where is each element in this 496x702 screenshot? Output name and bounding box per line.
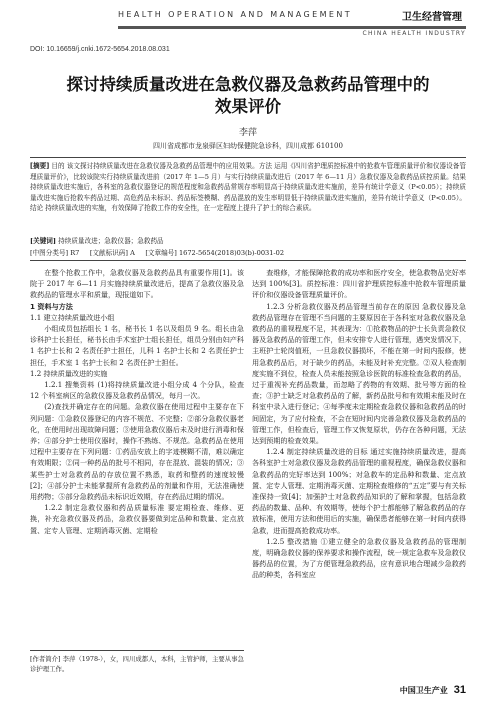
abstract-label: [摘要] [30, 162, 50, 170]
page-footer [400, 684, 466, 696]
body-paragraph: 1.2.4 制定持续质量改进的目标 通过实施持续质量改进，提高各科室护士对急救仪器及急救药品管理的重视程度，确保急救仪器和急救药品的完好率达到 100%；对急救车的定品种和数量、定点放置、定专人管理、定期消毒灭菌、定期检查维修的“五定”要与有关标准保持一致[4]；加强护士对急救药品知识的了解和掌握，包括急救药品的数量、品种、有效期等，使每个护士都能够了解急救药品的存放标准，使用方法和使用后的实施，确保患者能够在第一时间内获得急救，进而提高抢救成功率。 [252, 447, 466, 535]
clc-number: [中图分类号] R7 [30, 249, 80, 257]
body-paragraph: (2)查找并确定存在的问题。急救仪器在使用过程中主要存在下列问题：①急救仪器登记的内容不规范、不完整；②部分急救仪器老化，在使用时出现故障问题；③使用急救仪器后未及时进行消毒和保养；④部分护士使用仪器时，操作不熟练、不规范。急救药品在使用过程中主要存在下列问题：①药品安放上的字迹模糊不清，难以确定有效期限；②同一种药品的批号不相同，存在混放、混装的情况；③某些护士对急救药品的存放位置不熟悉，取药和整药的速度较慢[2]；④部分护士未能掌握所有急救药品的剂量和作用，无法准确使用药物；⑤部分急救药品未标识近效期，存在药品过期的情况。 [30, 402, 244, 502]
body-paragraph: 在整个抢救工作中，急救仪器及急救药品具有重要作用[1]。该院于 2017 年 6—11 月实施持续质量改进后，提高了急救仪器及急救药品的管理水平和质量，现报道如下。 [30, 268, 244, 300]
page-number: 31 [453, 684, 466, 696]
body-paragraph: 查维修，才能保障抢救的成功率和医疗安全，使急救物品完好率达到 100%[3]。质控标准：四川省护理质控标准中抢救车管理质量评价和仪器设备管理质量评价。 [252, 268, 466, 300]
title-line-1: 探讨持续质量改进在急救仪器及急救药品管理中的 [66, 75, 430, 94]
body-paragraph: 1.2.1 搜集资料 (1)将持续质量改进小组分成 4 个分队，检查 12 个科室病区的急救仪器及急救药品情况，每月一次。 [30, 380, 244, 401]
footnote-rule [30, 650, 244, 651]
body-column-left [30, 267, 244, 536]
body-paragraph: 1.2.5 整改措施 ①建立健全的急救仪器及急救药品的管理制度，明确急救仪器的保养要求和操作流程，统一规定急救车及急救仪器药品的位置，为了方便管理急救药品，应有意识地合理减少急救药品的种类，各科室应 [252, 536, 466, 580]
doi-line: DOI: 10.16659/j.cnki.1672-5654.2018.08.031 [30, 46, 170, 53]
article-number: [文章编号] 1672-5654(2018)03(b)-0031-02 [145, 249, 285, 257]
keywords-text: 持续质量改进；急救仪器；急救药品 [58, 237, 164, 245]
journal-name-en: HEALTH OPERATION AND MANAGEMENT [118, 10, 353, 19]
body-column-right [252, 267, 466, 581]
title-line-2: 效果评价 [215, 97, 281, 116]
author-affiliation: 四川省成都市龙泉驿区妇幼保健院急诊科，四川成都 610100 [153, 142, 343, 150]
journal-subtitle: CHINA HEALTH INDUSTRY [362, 30, 466, 37]
keywords [30, 236, 466, 246]
header-rule [118, 26, 466, 29]
footer-journal: 中国卫生产业 [399, 685, 448, 695]
subsection-heading: 1.2 持续质量改进的实施 [30, 368, 108, 378]
abstract-top-rule [30, 157, 466, 158]
journal-name-cn: 卫生经营管理 [402, 12, 462, 23]
abstract-bottom-rule [30, 260, 466, 261]
author-footnote: [作者简介] 李萍（1978-），女，四川成都人，本科，主管护师，主要从事急诊护理工作。 [30, 655, 244, 673]
section-heading: 1 资料与方法 [30, 301, 73, 311]
author-name: 李萍 [238, 128, 257, 138]
body-paragraph: 小组成员包括组长 1 名，秘书长 1 名以及组员 9 名。组长由急诊科护士长担任，秘书长由手术室护士组长担任，组员分别由妇产科 1 名护士长和 2 名责任护士担任，儿科 1 名护士长和 2 名责任护士担任，手术室 1 名护士长和 2 名责任护士担任。 [30, 324, 244, 367]
subsection-heading: 1.1 建立持续质量改进小组 [30, 312, 115, 322]
document-code: [文献标识码] A [89, 249, 135, 257]
body-paragraph: 1.2.3 分析急救仪器及药品管理当前存在的原因 急救仪器及急救药品管理存在管理不当问题的主要原因在于各科室对急救仪器及急救药品的重视程度不足，其表现为：①抢救物品的护士长负责急救仪器及急救药品的管理工作，但未安排专人进行管理，遇突发情况下，主班护士轮岗值班，一旦急救仪器损坏，不能在第一时间内报修，使用急救药品后，对于缺少的药品，未能及时补充完整。②双人检查制度实施不到位，检查人员未能按照急诊医院的标准检查急救的药品，过于重视补充药品数量，而忽略了药物的有效期、批号等方面的检查；③护士缺乏对急救药品的了解，新药品批号和有效期未能及时在科室中录入进行登记；④每季度未定期检查急救仪器和急救药品的时间固定，为了应付检查，不会在短时间内完善急救仪器及急救药品的管理工作，但检查后，管理工作又恢复原状，仍存在各种问题，无法达到预期的检查效果。 [252, 301, 466, 446]
body-paragraph: 1.2.2 制定急救仪器和药品质量标准 要定期检查、维修、更换，补充急救仪器及药品，急救仪器要做到定品种和数量、定点放置、定专人管理、定期消毒灭菌、定期检 [30, 503, 244, 535]
classification-line [30, 248, 466, 258]
abstract [30, 161, 466, 214]
abstract-text: 目的 该文探讨持续质量改进在急救仪器及急救药品管理中的应用效果。方法 运用《四川省护理质控标准中的抢救车管理质量评价和仪器设备管理质量评价》，比较该院实行持续质量改进前（2017 年 1—5 月）与实行持续质量改进后（2017 年 6—11 月）急救仪器及急救药品质控质量。结果 持续质量改进实施后，各科室的急救仪器登记的规范程度和急救药品常规存率明显高于持续质量改进实施前，差异有统计学意义（P<0.05）；持续质量改进实施后抢救车药品过期、高危药品未标识、药品标签模糊、药品混放的发生率明显低于持续质量改进实施前，差异有统计学意义（P<0.05）。结论 持续质量改进的实施，有效保障了抢救工作的安全性，在一定程度上提升了护士的综合素质。 [30, 162, 466, 213]
article-title [30, 74, 466, 118]
keywords-label: [关键词] [30, 237, 57, 245]
